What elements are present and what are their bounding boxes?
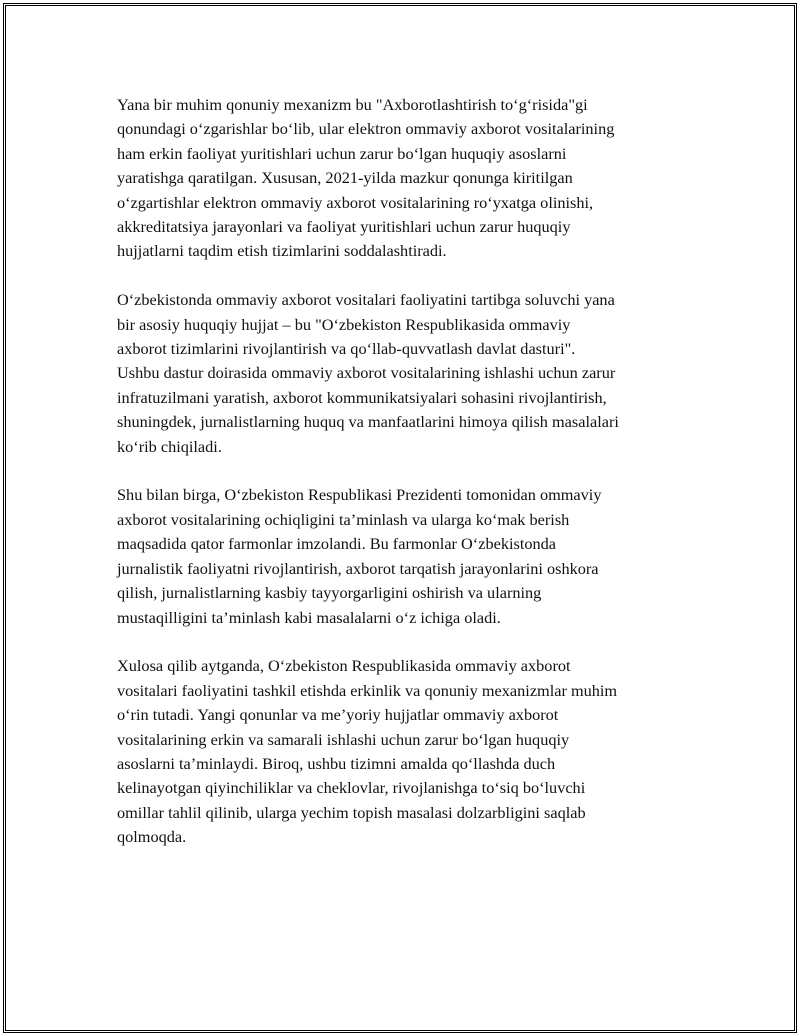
document-body (117, 93, 692, 874)
paragraph: O‘zbekistonda ommaviy axborot vositalari faoliyatini tartibga soluvchi yana bir asosiy huquqiy hujjat – bu "O‘zbekiston Respublikasida ommaviy axborot tizimlarini rivojlantirish va qo‘llab-quvvatlash davlat dasturi". Ushbu dastur doirasida ommaviy axborot vositalarining ishlashi uchun zarur infratuzilmani yaratish, axborot kommunikatsiyalari sohasini rivojlantirish, shuningdek, jurnalistlarning huquq va manfaatlarini himoya qilish masalalari ko‘rib chiqiladi. (117, 290, 619, 456)
paragraph: Yana bir muhim qonuniy mexanizm bu "Axborotlashtirish to‘g‘risida"gi qonundagi o‘zgarishlar bo‘lib, ular elektron ommaviy axborot vositalarining ham erkin faoliyat yuritishlari uchun zarur bo‘lgan huquqiy asoslarni yaratishga qaratilgan. Xususan, 2021-yilda mazkur qonunga kiritilgan o‘zgartishlar elektron ommaviy axborot vositalarining ro‘yxatga olinishi, akkreditatsiya jarayonlari va faoliyat yuritishlari uchun zarur huquqiy hujjatlarni taqdim etish tizimlarini soddalashtiradi. (117, 95, 615, 261)
paragraph: Xulosa qilib aytganda, O‘zbekiston Respublikasida ommaviy axborot vositalari faoliyatini tashkil etishda erkinlik va qonuniy mexanizmlar muhim o‘rin tutadi. Yangi qonunlar va me’yoriy hujjatlar ommaviy axborot vositalarining erkin va samarali ishlashi uchun zarur bo‘lgan huquqiy asoslarni ta’minlaydi. Biroq, ushbu tizimni amalda qo‘llashda duch kelinayotgan qiyinchiliklar va cheklovlar, rivojlanishga to‘siq bo‘luvchi omillar tahlil qilinib, ularga yechim topish masalasi dolzarbligini saqlab qolmoqda. (117, 656, 618, 847)
paragraph: Shu bilan birga, O‘zbekiston Respublikasi Prezidenti tomonidan ommaviy axborot vositalarining ochiqligini ta’minlash va ularga ko‘mak berish maqsadida qator farmonlar imzolandi. Bu farmonlar O‘zbekistonda jurnalistik faoliyatni rivojlantirish, axborot tarqatish jarayonlarini oshkora qilish, jurnalistlarning kasbiy tayyorgarligini oshirish va ularning mustaqilligini ta’minlash kabi masalalarni o‘z ichiga oladi. (117, 485, 602, 627)
